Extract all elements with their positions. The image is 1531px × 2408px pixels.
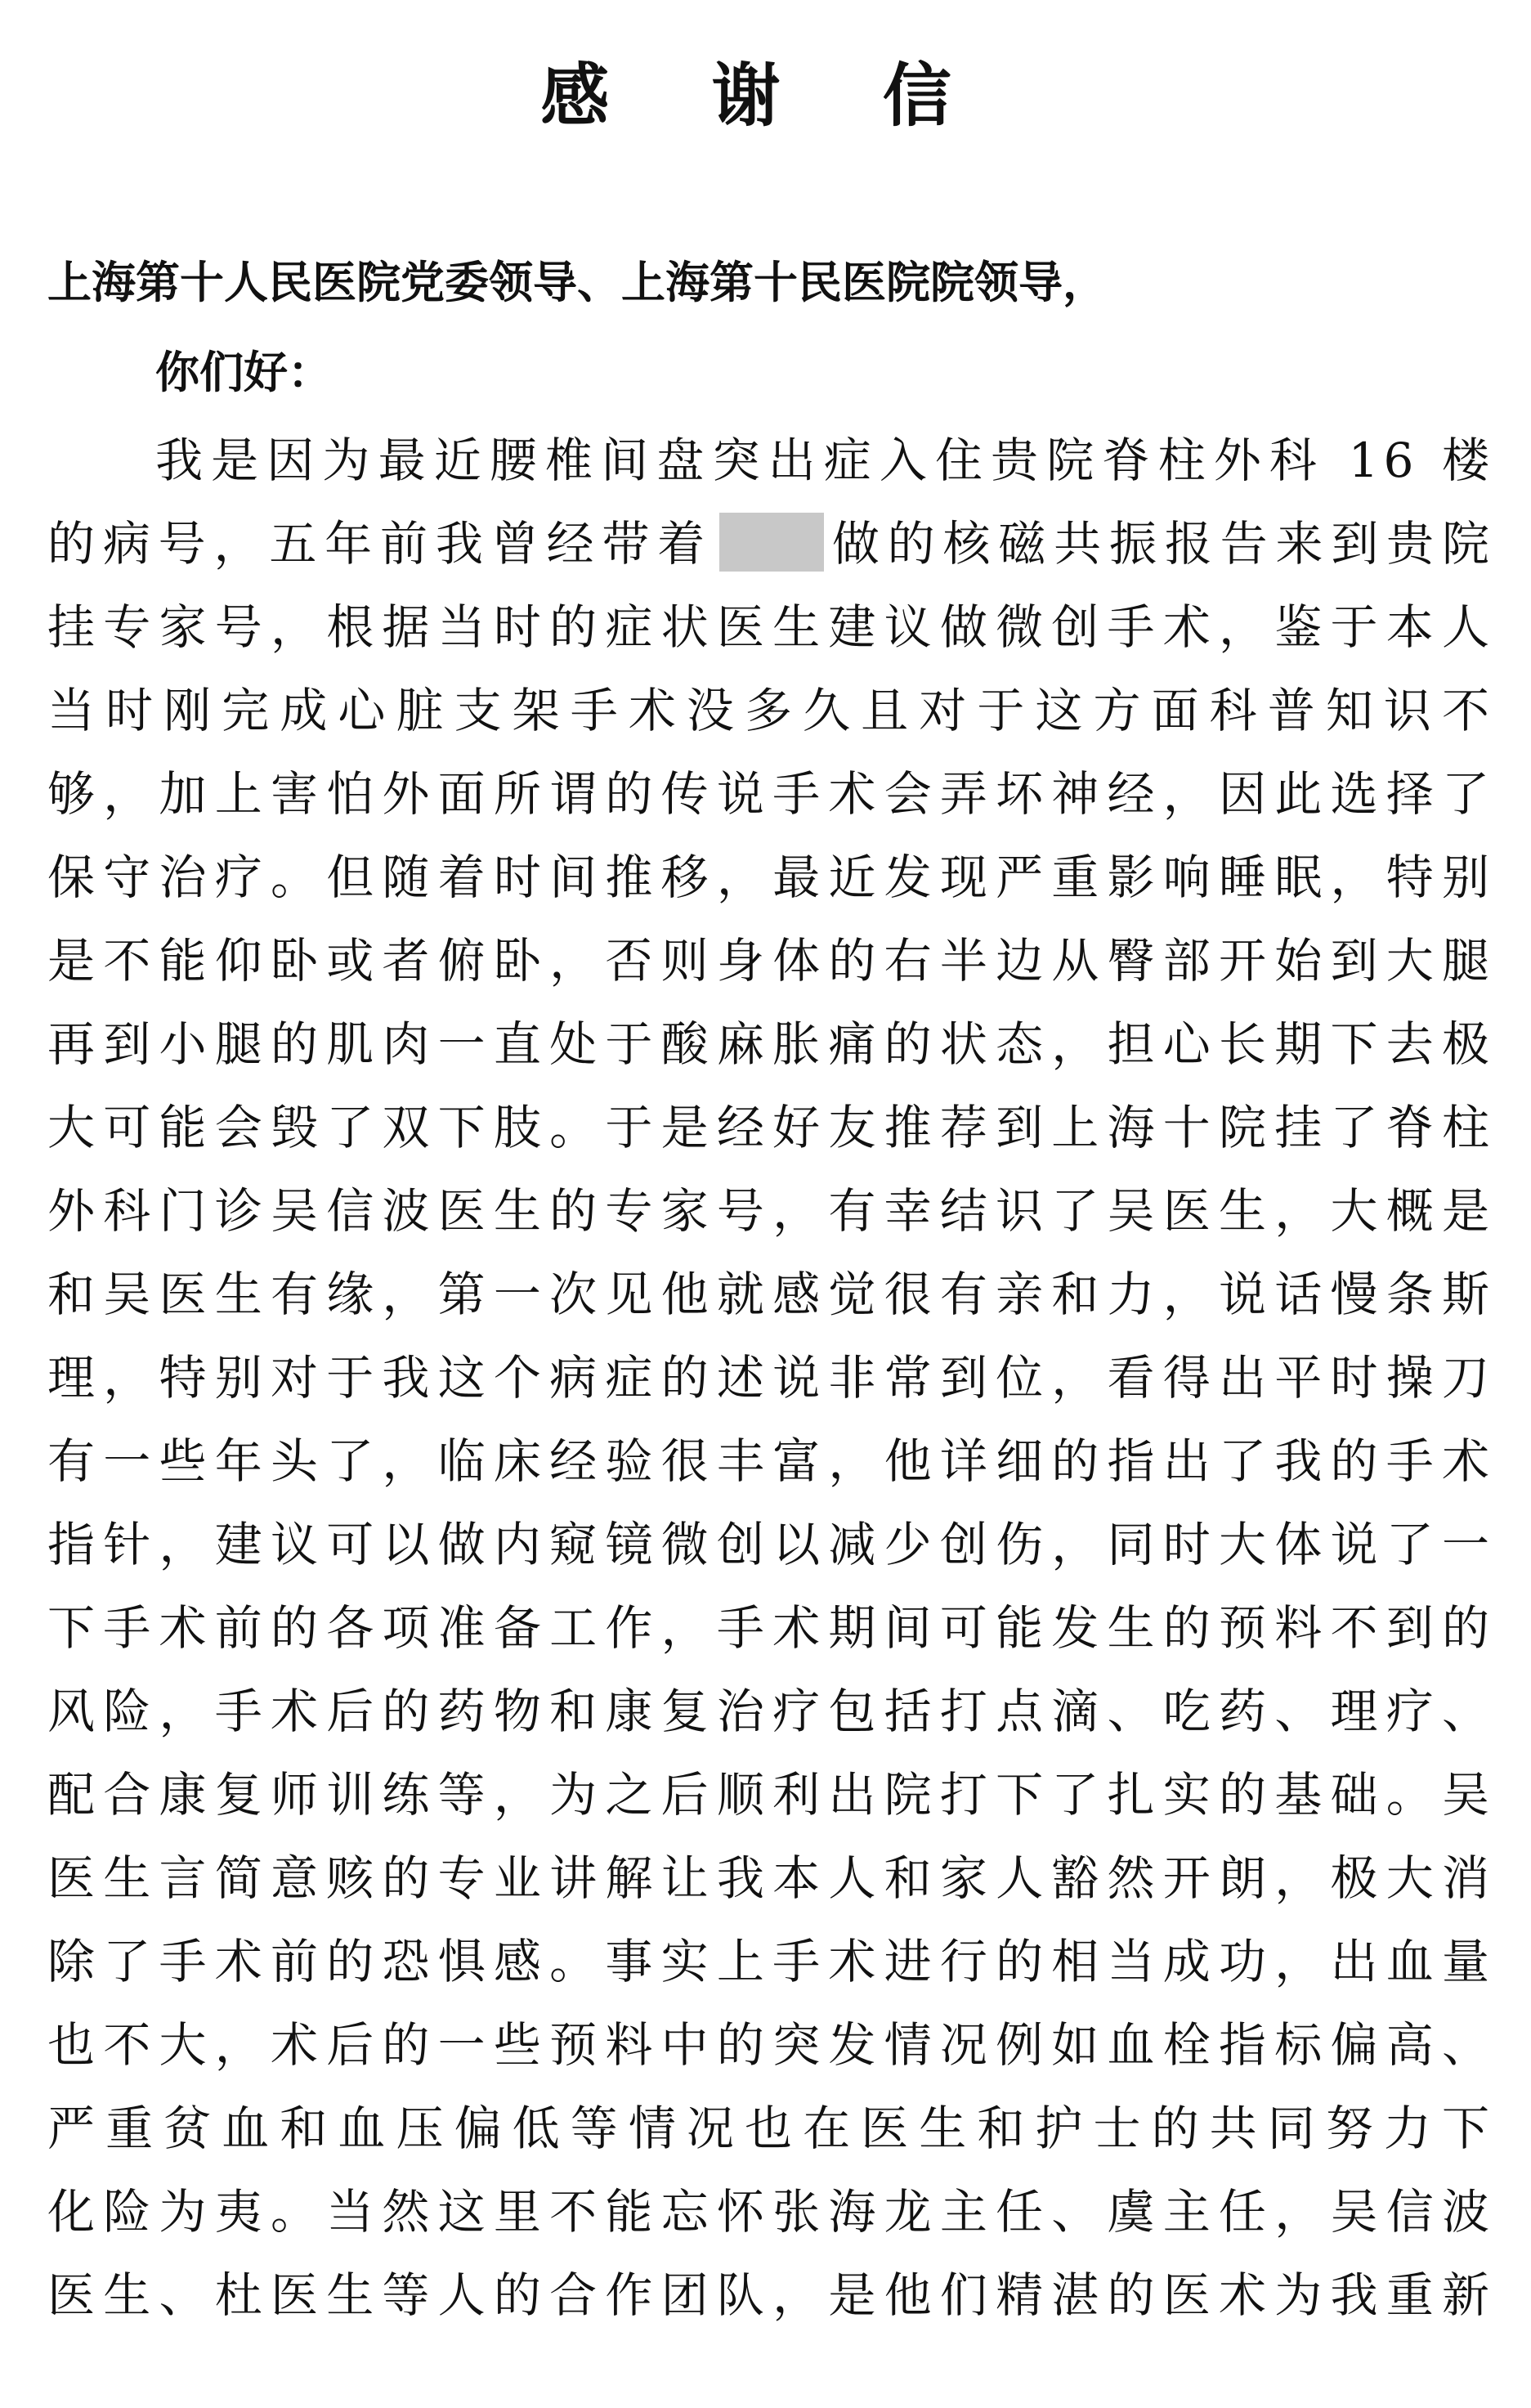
body-line: 风险，手术后的药物和康复治疗包括打点滴、吃药、理疗、 xyxy=(47,1684,1494,1739)
body-line: 除了手术前的恐惧感。事实上手术进行的相当成功，出血量 xyxy=(47,1934,1494,1989)
body-line: 当时刚完成心脏支架手术没多久且对于这方面科普知识不 xyxy=(47,683,1494,738)
body-line: 大可能会毁了双下肢。于是经好友推荐到上海十院挂了脊柱 xyxy=(47,1100,1494,1155)
body-line: 和吴医生有缘，第一次见他就感觉很有亲和力，说话慢条斯 xyxy=(47,1267,1494,1322)
body-line: 有一些年头了，临床经验很丰富，他详细的指出了我的手术 xyxy=(47,1433,1494,1489)
salutation: 上海第十人民医院党委领导、上海第十民医院院领导， xyxy=(47,256,1107,308)
body-line: 配合康复师训练等，为之后顺利出院打下了扎实的基础。吴 xyxy=(47,1767,1494,1823)
body-line: 我是因为最近腰椎间盘突出症入住贵院脊柱外科 16 楼 xyxy=(155,433,1494,488)
body-line: 严重贫血和血压偏低等情况也在医生和护士的共同努力下 xyxy=(47,2101,1494,2156)
body-line: 够，加上害怕外面所谓的传说手术会弄坏神经，因此选择了 xyxy=(47,766,1494,822)
body-line: 挂专家号，根据当时的症状医生建议做微创手术，鉴于本人 xyxy=(47,599,1494,655)
body-line: 也不大，术后的一些预料中的突发情况例如血栓指标偏高、 xyxy=(47,2017,1494,2073)
body-line: 医生、杜医生等人的合作团队，是他们精湛的医术为我重新 xyxy=(47,2267,1494,2323)
body-line: 是不能仰卧或者俯卧，否则身体的右半边从臀部开始到大腿 xyxy=(47,933,1494,989)
body-line: 医生言简意赅的专业讲解让我本人和家人豁然开朗，极大消 xyxy=(47,1850,1494,1906)
body-line: 保守治疗。但随着时间推移，最近发现严重影响睡眠，特别 xyxy=(47,850,1494,905)
redacted-block xyxy=(719,513,824,572)
body-line: 化险为夷。当然这里不能忘怀张海龙主任、虞主任，吴信波 xyxy=(47,2184,1494,2240)
body-line: 再到小腿的肌肉一直处于酸麻胀痛的状态，担心长期下去极 xyxy=(47,1016,1494,1072)
body-line-part: 的病号，五年前我曾经带着 xyxy=(47,516,713,572)
body-line: 理，特别对于我这个病症的述说非常到位，看得出平时操刀 xyxy=(47,1350,1494,1406)
body-line: 外科门诊吴信波医生的专家号，有幸结识了吴医生，大概是 xyxy=(47,1183,1494,1239)
body-line xyxy=(47,502,1494,585)
greeting: 你们好： xyxy=(155,346,332,398)
letter-body xyxy=(47,419,1494,2337)
body-line: 下手术前的各项准备工作，手术期间可能发生的预料不到的 xyxy=(47,1600,1494,1656)
body-line-part: 做的核磁共振报告来到贵院 xyxy=(829,516,1494,572)
body-line: 指针，建议可以做内窥镜微创以减少创伤，同时大体说了一 xyxy=(47,1517,1494,1572)
letter-title: 感 谢 信 xyxy=(540,55,991,136)
